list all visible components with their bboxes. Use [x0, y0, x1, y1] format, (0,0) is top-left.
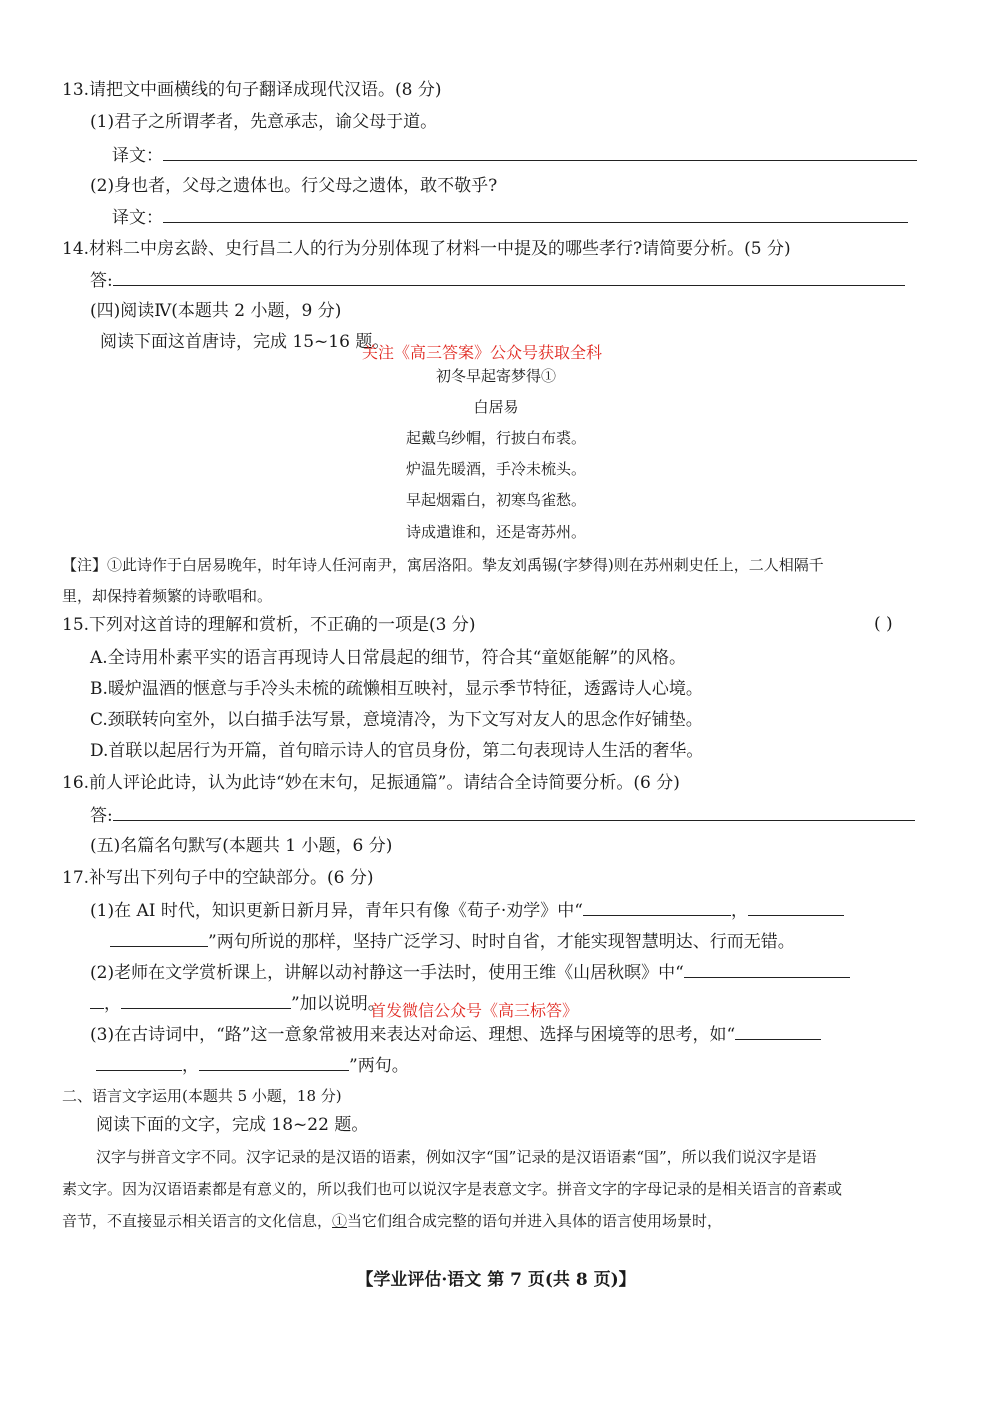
part2-paragraph-line-1: 汉字与拼音文字不同。汉字记录的是汉语的语素，例如汉字“国”记录的是汉语语素“国”，所以我们说汉字是语: [96, 1148, 817, 1166]
section5-title: (五)名篇名句默写(本题共 1 小题，6 分): [90, 836, 393, 856]
q17-blank-3a[interactable]: [684, 961, 850, 978]
q14-answer: [90, 269, 905, 292]
comma: ，: [182, 1056, 199, 1076]
q16-answer-line[interactable]: [113, 804, 915, 821]
q13-translation-label: 译文：: [112, 146, 163, 166]
q17-part-3-line-1: [90, 1023, 821, 1046]
q17-part-3-text-a: (3)在古诗词中，“路”这一意象常被用来表达对命运、理想、选择与困境等的思考，如“: [90, 1025, 736, 1045]
poem-author: 白居易: [473, 398, 519, 416]
section4-intro: 阅读下面这首唐诗，完成 15~16 题。: [100, 332, 390, 352]
q17-blank-2b[interactable]: [110, 930, 208, 947]
q13-answer-line-2[interactable]: [163, 206, 908, 223]
q16-answer-label: 答:: [90, 806, 113, 826]
watermark-bottom: 首发微信公众号《高三标答》: [370, 1001, 579, 1020]
q17-blank-1[interactable]: [583, 899, 731, 916]
part2-title: 二、语言文字运用(本题共 5 小题，18 分): [62, 1087, 342, 1105]
q16-title: 16.前人评论此诗，认为此诗“妙在末句，足振通篇”。请结合全诗简要分析。(6 分): [62, 773, 680, 793]
q17-blank-5b[interactable]: [96, 1054, 182, 1071]
poem-line-3: 早起烟霜白，初寒鸟雀愁。: [405, 491, 586, 509]
q17-part-2-text-a: (2)老师在文学赏析课上，讲解以动衬静这一手法时，使用王维《山居秋暝》中“: [90, 963, 684, 983]
q13-translation-label: 译文：: [112, 208, 163, 228]
q13-title: 13.请把文中画横线的句子翻译成现代汉语。(8 分): [62, 80, 442, 100]
poem-line-2: 炉温先暖酒，手冷未梳头。: [405, 460, 586, 478]
q15-answer-bracket[interactable]: ( ): [874, 614, 893, 634]
comma: ，: [104, 994, 121, 1014]
q15-option-c: C.颈联转向室外，以白描手法写景，意境清冷，为下文写对友人的思念作好铺垫。: [90, 710, 703, 730]
q13-answer-line-1[interactable]: [163, 144, 917, 161]
q17-part-1-line-2: [110, 930, 795, 953]
q17-part-3-line-2: [96, 1054, 409, 1077]
part2-paragraph-line-2: 素文字。因为汉语语素都是有意义的，所以我们也可以说汉字是表意文字。拼音文字的字母记录的是相关语言的音素或: [62, 1180, 843, 1198]
q15-title: 15.下列对这首诗的理解和赏析，不正确的一项是(3 分): [62, 615, 476, 635]
q17-blank-4[interactable]: [121, 992, 291, 1009]
q17-blank-6[interactable]: [199, 1054, 349, 1071]
q16-answer: [90, 804, 915, 827]
poem-line-4: 诗成遣谁和，还是寄苏州。: [405, 523, 586, 541]
part2-text-a: 音节，不直接显示相关语言的文化信息，: [62, 1212, 333, 1230]
q17-part-2-text-b: ”加以说明。: [291, 994, 385, 1014]
q17-blank-5a[interactable]: [735, 1023, 821, 1040]
q14-answer-line[interactable]: [113, 269, 905, 286]
q17-blank-2a[interactable]: [748, 899, 844, 916]
q17-title: 17.补写出下列句子中的空缺部分。(6 分): [62, 868, 374, 888]
q17-part-1-line-1: [90, 899, 844, 922]
section4-title: (四)阅读Ⅳ(本题共 2 小题，9 分): [90, 301, 342, 321]
q14-title: 14.材料二中房玄龄、史行昌二人的行为分别体现了材料一中提及的哪些孝行?请简要分析。(5 分): [62, 239, 791, 259]
part2-text-b: 当它们组合成完整的语句并进入具体的语言使用场景时，: [347, 1212, 723, 1230]
q13-translation-1: [112, 144, 917, 167]
poem-note-line-1: 【注】①此诗作于白居易晚年，时年诗人任河南尹，寓居洛阳。挚友刘禹锡(字梦得)则在苏州刺史任上，二人相隔千: [62, 556, 824, 574]
page-footer: 【学业评估·语文 第 7 页(共 8 页)】: [356, 1270, 636, 1290]
q17-part-1-text-a: (1)在 AI 时代，知识更新日新月异，青年只有像《荀子·劝学》中“: [90, 901, 583, 921]
q17-part-2-line-1: [90, 961, 850, 984]
watermark-top: 关注《高三答案》公众号获取全科: [362, 343, 603, 362]
q17-blank-3b[interactable]: [90, 992, 104, 1009]
q13-translation-2: [112, 206, 908, 229]
q15-option-b: B.暖炉温酒的惬意与手冷头未梳的疏懒相互映衬，显示季节特征，透露诗人心境。: [90, 679, 703, 699]
q13-sentence-1: (1)君子之所谓孝者，先意承志，谕父母于道。: [90, 112, 438, 132]
q14-answer-label: 答:: [90, 271, 113, 291]
comma: ，: [730, 901, 748, 921]
q17-part-3-text-b: ”两句。: [349, 1056, 409, 1076]
q15-option-a: A.全诗用朴素平实的语言再现诗人日常晨起的细节，符合其“童妪能解”的风格。: [90, 648, 687, 668]
poem-line-1: 起戴乌纱帽，行披白布裘。: [405, 429, 586, 447]
poem-title: 初冬早起寄梦得①: [435, 367, 556, 385]
q13-sentence-2: (2)身也者，父母之遗体也。行父母之遗体，敢不敬乎?: [90, 176, 498, 196]
q17-part-1-text-b: ”两句所说的那样，坚持广泛学习、时时自省，才能实现智慧明达、行而无错。: [208, 932, 795, 952]
blank-marker-1: ①: [332, 1212, 348, 1230]
poem-note-line-2: 里，却保持着频繁的诗歌唱和。: [62, 587, 273, 605]
part2-paragraph-line-3: [62, 1210, 722, 1232]
part2-intro: 阅读下面的文字，完成 18~22 题。: [96, 1115, 369, 1135]
q15-option-d: D.首联以起居行为开篇，首句暗示诗人的官员身份，第二句表现诗人生活的奢华。: [90, 741, 704, 761]
q17-part-2-line-2: [90, 992, 385, 1015]
